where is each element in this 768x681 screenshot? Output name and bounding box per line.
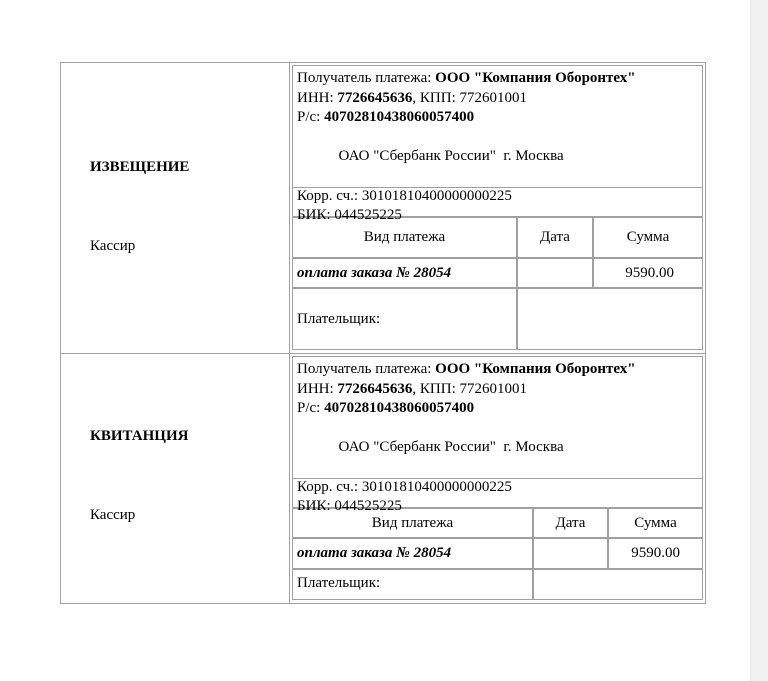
corr-label: Корр. сч.:: [297, 478, 359, 495]
col-header-type: Вид платежа: [292, 217, 517, 258]
payment-form: [60, 62, 706, 604]
payment-purpose: оплата заказа № 28054: [292, 538, 533, 569]
recipient-label: Получатель платежа:: [297, 70, 432, 86]
payer-field: [533, 569, 703, 600]
inn-value: 7726645636: [337, 380, 413, 397]
notice-recipient-info: [292, 65, 703, 224]
receipt-recipient-info: [292, 356, 703, 515]
recipient-name: ООО "Компания Оборонтех": [435, 70, 636, 86]
col-header-sum: Сумма: [608, 508, 703, 538]
bank-name: ОАО "Сбербанк России" г. Москва: [338, 439, 564, 456]
vertical-scrollbar[interactable]: [750, 0, 768, 681]
recipient-line: [297, 360, 698, 380]
bank-name: ОАО "Сбербанк России" г. Москва: [338, 148, 564, 165]
receipt-section: [61, 354, 705, 603]
payment-date: [533, 538, 608, 569]
payment-sum: 9590.00: [593, 258, 703, 288]
receipt-payment-table: [292, 508, 703, 600]
bik-value: 044525225: [334, 207, 402, 224]
corr-value: 30101810400000000225: [361, 478, 512, 495]
recipient-name: ООО "Компания Оборонтех": [435, 361, 636, 377]
bik-label: БИК:: [297, 498, 331, 515]
payment-purpose: оплата заказа № 28054: [292, 258, 517, 288]
kpp-label: , КПП:: [412, 89, 456, 106]
bik-value: 044525225: [334, 498, 402, 515]
notice-section: [61, 63, 705, 354]
payer-label: Плательщик:: [292, 288, 517, 350]
receipt-left-cell: [61, 354, 290, 603]
col-header-sum: Сумма: [593, 217, 703, 258]
account-line: [297, 108, 698, 128]
bank-line: [297, 419, 698, 478]
account-label: Р/с:: [297, 400, 321, 417]
notice-payment-table: [292, 217, 703, 350]
inn-label: ИНН:: [297, 380, 334, 397]
receipt-cashier-label: Кассир: [90, 507, 136, 523]
col-header-date: Дата: [517, 217, 593, 258]
corr-value: 30101810400000000225: [361, 187, 512, 204]
account-label: Р/с:: [297, 109, 321, 126]
recipient-line: [297, 69, 698, 89]
bank-line: [297, 128, 698, 187]
payment-sum: 9590.00: [608, 538, 703, 569]
col-header-date: Дата: [533, 508, 608, 538]
inn-label: ИНН:: [297, 89, 334, 106]
bik-label: БИК:: [297, 207, 331, 224]
inn-kpp-line: [297, 380, 698, 400]
recipient-label: Получатель платежа:: [297, 361, 432, 377]
kpp-value: 772601001: [459, 380, 528, 397]
inn-kpp-line: [297, 89, 698, 109]
receipt-right-cell: [290, 354, 705, 603]
account-value: 40702810438060057400: [324, 109, 475, 126]
notice-title: ИЗВЕЩЕНИЕ: [90, 159, 190, 175]
payment-date: [517, 258, 593, 288]
col-header-type: Вид платежа: [292, 508, 533, 538]
inn-value: 7726645636: [337, 89, 413, 106]
payer-field: [517, 288, 703, 350]
kpp-value: 772601001: [459, 89, 528, 106]
notice-cashier-label: Кассир: [90, 238, 136, 254]
receipt-title: КВИТАНЦИЯ: [90, 428, 189, 444]
notice-left-cell: [61, 63, 290, 353]
corr-label: Корр. сч.:: [297, 187, 359, 204]
account-value: 40702810438060057400: [324, 400, 475, 417]
notice-right-cell: [290, 63, 705, 353]
payer-label: Плательщик:: [292, 569, 533, 600]
account-line: [297, 399, 698, 419]
kpp-label: , КПП:: [412, 380, 456, 397]
